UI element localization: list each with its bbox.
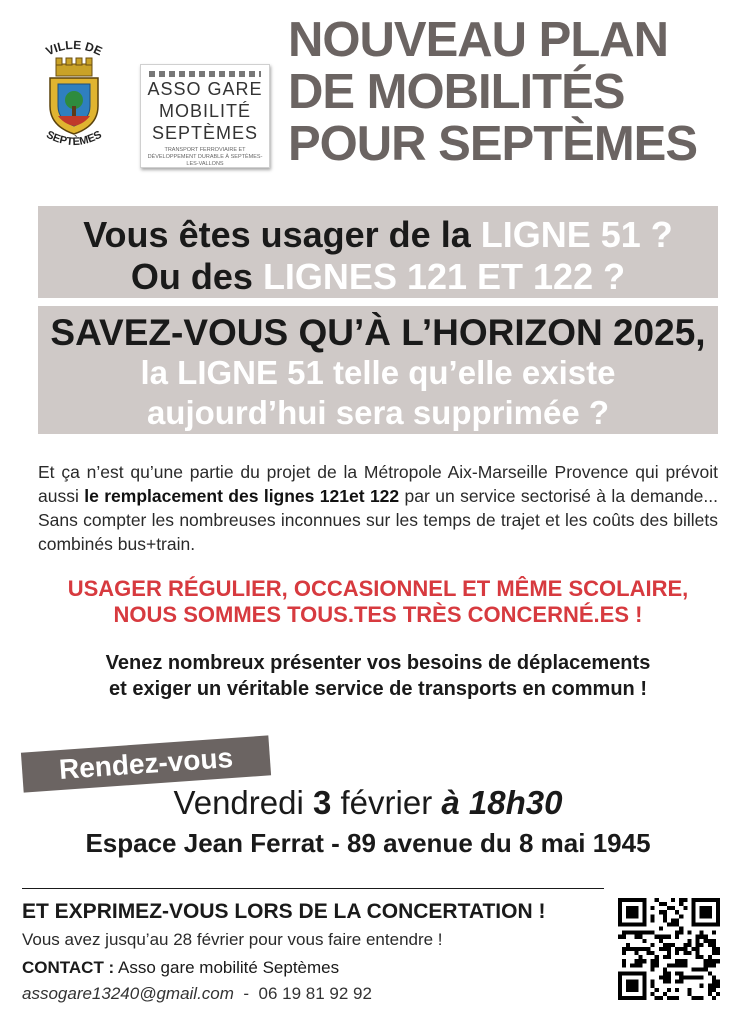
contact-separator: - [233,984,259,1003]
logo-line-3: SEPTÈMES [151,123,259,143]
logo-line-1: ASSO GARE [147,79,263,99]
question-2-highlight: LIGNES 121 ET 122 ? [262,256,626,297]
title-line-2: DE MOBILITÉS [288,65,625,119]
question-line-2 [38,256,718,298]
contact-name: Asso gare mobilité Septèmes [114,958,340,977]
concern-line-2: NOUS SOMMES TOUS.TES TRÈS CONCERNÉ.ES ! [113,602,643,627]
cta-line-2: et exiger un véritable service de transports en commun ! [109,678,647,700]
logo-tagline: TRANSPORT FERROVIAIRE ET DÉVELOPPEMENT DURABLE À SEPTÈMES-LES-VALLONS [147,147,263,167]
contact-line [22,958,339,978]
deadline-text: Vous avez jusqu’au 28 février pour vous faire entendre ! [22,930,443,949]
cta-line-1: Venez nombreux présenter vos besoins de déplacements [105,652,651,674]
qr-code-icon [618,898,720,1000]
title-line-3: POUR SEPTÈMES [288,117,698,171]
horizon-line-1: SAVEZ-VOUS QU’À L’HORIZON 2025, [50,312,706,353]
page-title [288,14,728,170]
horizon-line-2: la LIGNE 51 telle qu’elle existe [140,354,616,391]
town-crest-icon [28,34,120,164]
concern-callout [38,576,718,628]
town-crest [28,34,120,164]
question-line-1 [38,214,718,256]
call-to-action [38,650,718,702]
rendezvous-tag: Rendez-vous [21,735,271,792]
event-place: Espace Jean Ferrat - 89 avenue du 8 mai 1945 [85,828,651,858]
qr-code [618,898,720,1000]
intro-paragraph [38,460,718,556]
rail-decoration [149,71,261,77]
date-month: février [331,784,442,821]
date-number: 3 [312,784,332,821]
concertation-heading: ET EXPRIMEZ-VOUS LORS DE LA CONCERTATION ! [22,900,546,923]
para-part-a: Et ça n’est qu’une partie du projet de la Métropole Aix-Marseille Provence qui prévoit aussi [38,462,718,506]
crest-text-bottom: SEPTÈMES [44,128,104,149]
event-date [0,784,736,822]
concern-line-1: USAGER RÉGULIER, OCCASIONNEL ET MÊME SCOLAIRE, [67,576,689,601]
horizon-line-3: aujourd’hui sera supprimée ? [146,394,610,431]
footer-divider [22,888,604,889]
date-day: Vendredi [173,784,313,821]
crest-text-top: VILLE DE [43,37,105,59]
logo-line-2: MOBILITÉ [158,101,251,121]
contact-info [22,984,372,1004]
para-part-b: par un service sectorisé à la demande... Sans compter les nombreuses inconnues sur les temps de trajet et les coûts des billets combinés bus+train. [38,486,718,554]
horizon-banner [38,306,718,434]
contact-label: CONTACT : [22,958,115,977]
contact-email: assogare13240@gmail.com [22,984,234,1003]
svg-text:VILLE DE [44,38,105,58]
contact-phone: 06 19 81 92 92 [258,984,372,1003]
title-line-1: NOUVEAU PLAN [288,13,669,67]
question-1-highlight: LIGNE 51 ? [480,214,673,255]
question-banner [38,206,718,298]
asso-logo [140,64,270,168]
date-time: à 18h30 [441,784,563,821]
question-2-text: Ou des [130,256,263,297]
para-bold: le remplacement des lignes 121et 122 [84,486,400,506]
question-1-text: Vous êtes usager de la [83,214,481,255]
